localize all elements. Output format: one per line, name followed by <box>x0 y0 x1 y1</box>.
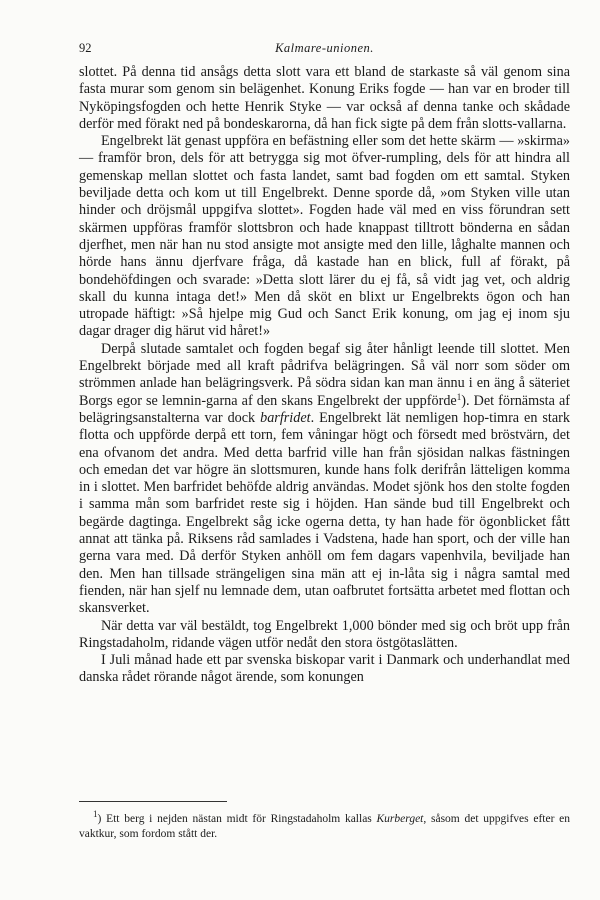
page-number: 92 <box>79 41 92 55</box>
footnote <box>79 809 570 842</box>
emphasized-term: barfridet <box>260 409 311 426</box>
body-text <box>79 64 570 687</box>
footnote-text: , såsom det uppgifves efter en vaktkur, som fordom stått der. <box>79 813 570 840</box>
paragraph: Engelbrekt lät genast uppföra en befästning eller som det hette skärm — »skirma» — framför bron, dels för att betrygga sig mot öfver-rumpling, dels för att hindra all gemenskap mellan slottet och fasta landet, samt bad fogden om ett samtal. Styken beviljade detta och kom ut till Engelbrekt. Denne sporde då, »om Styken ville utan hinder och dröjsmål uppgifva slottet». Fogden hade väl med en viss förundran sett skärmen uppföras framför slottsbron och hade knappast tilltrott bönderna en sådan djerfhet, men när han nu stod ansigte mot ansigte med den lille, låghalte mannen och hörde hans ännu djerfvare fråga, då kastade han en blick, full af förakt, på bondehöfdingen och svarade: »Detta slott lärer du ej få, så vidt jag vet, och aldrig skall du kunna intaga det!» Men då sköt en blixt ur Engelbrekts ögon och han utropade häftigt: »Så hjelpe mig Gud och Sanct Erik konung, om jag ej inom sju dagar drager dig härut vid håret!» <box>79 133 570 340</box>
paragraph: När detta var väl bestäldt, tog Engelbrekt 1,000 bönder med sig och bröt upp från Ringstadaholm, ridande vägen utför nedåt den stora östgötaslätten. <box>79 617 570 651</box>
running-title: Kalmare-unionen. <box>275 41 374 55</box>
paragraph-text: . Engelbrekt lät nemligen hop-timra en stark flotta och uppförde derpå ett torn, fem våningar högt och försedt med bröstvärn, det ena ofvanom det andra. Med detta barfrid ville han från sjösidan nalkas fästningen och emedan det var högre än slottsmuren, kunde hans folk derifrån lätteligen komma in i slottet. Men barfridet behöfde aldrig användas. Modet sjönk hos den stolte fogden i samma mån som barfridet reste sig i höjden. Han sände bud till Engelbrekt och begärde dagtinga. Engelbrekt såg icke ogerna detta, ty han hade för ögonblicket fått annat att tänka på. Riksens råd samlades i Vadstena, hade han sport, och der ville han gerna vara med. Då derför Styken anhöll om fem dagars vapenhvila, beviljade han den. Men han tillsade strängeligen sina män att ej in-låta sig i några samtal med fienden, när han sjelf nu lemnade dem, utan oafbrutet fortsätta arbetet med flottan och skansverket. <box>79 409 570 617</box>
footnote-reference[interactable]: 1 <box>456 391 462 402</box>
paragraph: I Juli månad hade ett par svenska biskopar varit i Danmark och underhandlat med danska rådet rörande något ärende, som konungen <box>79 652 570 686</box>
footnote-emphasis: Kurberget <box>376 813 424 825</box>
paragraph: slottet. På denna tid ansågs detta slott vara ett bland de starkaste så väl genom sina fasta murar som genom sin belägenhet. Konung Eriks fogde — han var en broder till Nyköpingsfogden och hette Henrik Styke — var också af denna tanke och skådade derför med förakt ned på bondeskarorna, då han fick sigte på dem från slotts-vallarna. <box>79 64 570 132</box>
footnote-marker: 1 <box>93 809 98 819</box>
paragraph-text: ). Det förnämsta af belägringsanstalterna var dock <box>79 392 570 426</box>
paragraph <box>79 341 570 618</box>
running-header <box>79 41 570 57</box>
footnote-text: ) Ett berg i nejden nästan midt för Ringstadaholm kallas <box>97 813 377 825</box>
paragraph-text: Derpå slutade samtalet och fogden begaf sig åter hånligt leende till slottet. Men Engelbrekt började med all kraft pådrifva belägringen. Så väl norr som söder om strömmen anlade han belägringsverk. På södra sidan kan man ännu i en äng å säteriet Borgs egor se lemnin-garna af den skans Engelbrekt der uppförde <box>79 340 570 409</box>
footnote-divider <box>79 801 227 802</box>
